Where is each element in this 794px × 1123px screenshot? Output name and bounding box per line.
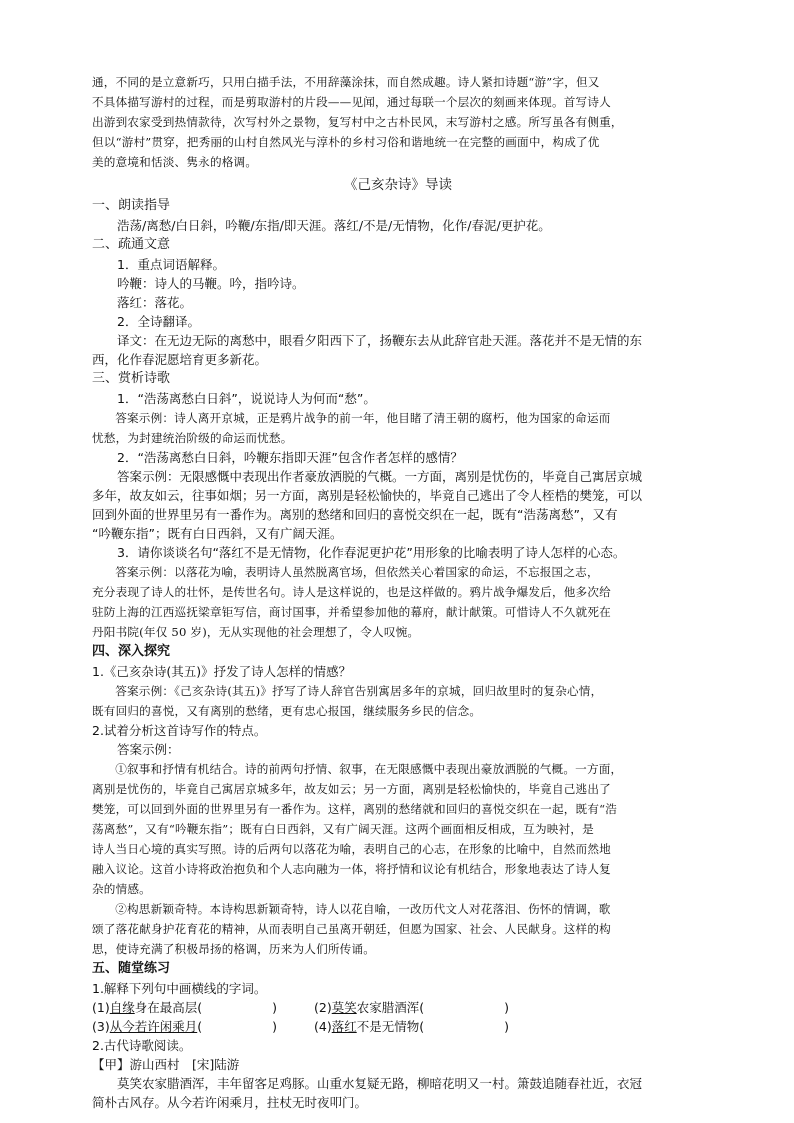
question: 2.古代诗歌阅读。	[92, 1038, 192, 1053]
answer-line: 樊笼，可以回到外面的世界里另有一番作为。这样，离别的愁绪就和回归的喜悦交织在一起，既有“浩	[92, 802, 618, 816]
question: 2.试着分析这首诗写作的特点。	[92, 723, 267, 738]
item-text: 不是无情物(	[356, 1019, 425, 1034]
underlined-word: 落红	[331, 1019, 357, 1034]
answer-line: 多年，故友如云，往事如烟；另一方面，离别是轻松愉快的，毕竟自己逃出了令人桎梏的樊笼，可以	[92, 488, 643, 503]
underlined-word: 自缘	[109, 1000, 135, 1015]
answer-line: “吟鞭东指”；既有白日西斜，又有广阔天涯。	[92, 526, 343, 541]
item-text: 身在最高层(	[134, 1000, 203, 1015]
poem-line: 简朴古风存。从今若许闲乘月，拄杖无时夜叩门。	[92, 1095, 368, 1110]
answer-line: 思，使诗充满了积极昂扬的格调，历来为人们所传诵。	[92, 942, 376, 956]
reading-guide-line: 浩荡/离愁/白日斜，吟鞭/东指/即天涯。落红/不是/无情物，化作/春泥/更护花。	[117, 218, 551, 233]
answer-line: ①叙事和抒情有机结合。诗的前两句抒情、叙事，在无限感慨中表现出豪放洒脱的气概。一方面，	[115, 762, 623, 776]
answer-line: 回到外面的世界里另有一番作为。离别的愁绪和回归的喜悦交织在一起，既有“浩荡离愁”，又有	[92, 507, 618, 522]
poem-heading: 【甲】游山西村 [宋]陆游	[92, 1057, 240, 1072]
poem-line: 莫笑农家腊酒浑，丰年留客足鸡豚。山重水复疑无路，柳暗花明又一村。箫鼓追随春社近，衣冠	[117, 1076, 643, 1091]
document-page	[92, 72, 704, 1112]
word-explanation: 吟鞭：诗人的马鞭。吟，指吟诗。	[117, 276, 305, 291]
translation-line: 译文：在无边无际的离愁中，眼看夕阳西下了，扬鞭东去从此辞官赴天涯。落花并不是无情的东	[117, 333, 643, 348]
translation-line: 西，化作春泥愿培育更多新花。	[92, 352, 268, 367]
section-heading: 四、深入探究	[92, 644, 171, 659]
answer-line: 驻防上海的江西巡抚梁章钜写信，商讨国事，并希望参加他的幕府，献计献策。可惜诗人不久就死在	[92, 605, 611, 619]
item-text: 农家腊酒浑(	[356, 1000, 425, 1015]
answer-line: 既有回归的喜悦，又有离别的愁绪，更有忠心报国，继续服务乡民的信念。	[92, 704, 482, 718]
item-text: )	[504, 1000, 510, 1015]
underlined-word: 从今若许闲乘月	[109, 1019, 198, 1034]
answer-line: 杂的情感。	[92, 882, 151, 896]
answer-line: 诗人当日心境的真实写照。诗的后两句以落花为喻，表明自己的心志，在形象的比喻中，自然而然地	[92, 842, 611, 856]
section-heading: 二、疏通文意	[92, 237, 171, 252]
question: 3．请你谈谈名句“落红不是无情物，化作春泥更护花”用形象的比喻表明了诗人怎样的心态。	[117, 545, 626, 560]
answer-line: 融入议论。这首小诗将政治抱负和个人志向融为一体，将抒情和议论有机结合，形象地表达了诗人复	[92, 862, 611, 876]
answer-line: 忧愁，为封建统治阶级的命运而忧愁。	[92, 431, 293, 445]
answer-line: 答案示例：无限感慨中表现出作者豪放洒脱的气概。一方面，离别是忧伤的，毕竟自己寓居京城	[117, 469, 643, 484]
question: 1．“浩荡离愁白日斜”，说说诗人为何而“愁”。	[117, 391, 376, 406]
intro-line: 出游到农家受到热情款待，次写村外之景物，复写村中之古朴民风，末写游村之感。所写虽各有侧重，	[92, 115, 623, 129]
item-text: )	[504, 1019, 510, 1034]
answer-line: 答案示例：《己亥杂诗(其五)》抒写了诗人辞官告别寓居多年的京城，回归故里时的复杂心情，	[115, 684, 603, 698]
underlined-word: 莫笑	[331, 1000, 357, 1015]
intro-line: 但以“游村”贯穿，把秀丽的山村自然风光与淳朴的乡村习俗和谐地统一在完整的画面中，构成了优	[92, 135, 600, 149]
answer-line: 答案示例：以落花为喻，表明诗人虽然脱离官场，但依然关心着国家的命运，不忘报国之志，	[115, 565, 599, 579]
answer-line: 充分表现了诗人的壮怀，是传世名句。诗人是这样说的，也是这样做的。鸦片战争爆发后，他多次给	[92, 585, 611, 599]
answer-label: 答案示例：	[117, 742, 180, 757]
exercise-item	[92, 1017, 314, 1036]
question: 1.《己亥杂诗(其五)》抒发了诗人怎样的情感？	[92, 664, 352, 679]
exercise-item	[314, 998, 509, 1017]
section-heading: 三、赏析诗歌	[92, 371, 171, 386]
exercise-item	[92, 998, 314, 1017]
exercise-row	[92, 998, 704, 1017]
intro-line: 美的意境和恬淡、隽永的格调。	[92, 155, 258, 169]
intro-line: 通，不同的是立意新巧，只用白描手法，不用辞藻涂抹，而自然成趣。诗人紧扣诗题“游”字，但又	[92, 75, 600, 89]
item-text: )	[272, 1000, 278, 1015]
answer-line: 颂了落花献身护花育花的精神，从而表明自己虽离开朝廷，但愿为国家、社会、人民献身。这样的构	[92, 922, 611, 936]
question: 1.解释下列句中画横线的字词。	[92, 981, 267, 996]
page-title: 《己亥杂诗》导读	[344, 177, 452, 193]
item-number: (3)	[92, 1019, 110, 1034]
section-heading: 五、随堂练习	[92, 961, 171, 976]
intro-paragraph	[92, 72, 704, 172]
item-number: (2)	[314, 1000, 332, 1015]
question: 2．“浩荡离愁白日斜，吟鞭东指即天涯”包含作者怎样的感情？	[117, 450, 463, 465]
answer-line: 答案示例：诗人离开京城，正是鸦片战争的前一年，他目睹了清王朝的腐朽，他为国家的命运而	[115, 411, 611, 425]
answer-line: 丹阳书院(年仅 50 岁)，无从实现他的社会理想了，令人叹惋。	[92, 625, 420, 639]
answer-line: 荡离愁”，又有“吟鞭东指”；既有白日西斜，又有广阔天涯。这两个画面相反相成，互为映衬，是	[92, 822, 594, 836]
subheading: 1．重点词语解释。	[117, 257, 225, 272]
item-number: (1)	[92, 1000, 110, 1015]
exercise-item	[314, 1017, 509, 1036]
section-heading: 一、朗读指导	[92, 198, 171, 213]
subheading: 2．全诗翻译。	[117, 314, 200, 329]
item-number: (4)	[314, 1019, 332, 1034]
word-explanation: 落红：落花。	[117, 295, 193, 310]
answer-line: ②构思新颖奇特。本诗构思新颖奇特，诗人以花自喻，一改历代文人对花落泪、伤怀的情调，歌	[115, 902, 611, 916]
item-text: (	[197, 1019, 203, 1034]
answer-line: 离别是忧伤的，毕竟自己寓居京城多年，故友如云；另一方面，离别是轻松愉快的，毕竟自己逃出了	[92, 782, 611, 796]
exercise-row	[92, 1017, 704, 1036]
intro-line: 不具体描写游村的过程，而是剪取游村的片段——见闻，通过每联一个层次的刻画来体现。首写诗人	[92, 95, 611, 109]
item-text: )	[272, 1019, 278, 1034]
